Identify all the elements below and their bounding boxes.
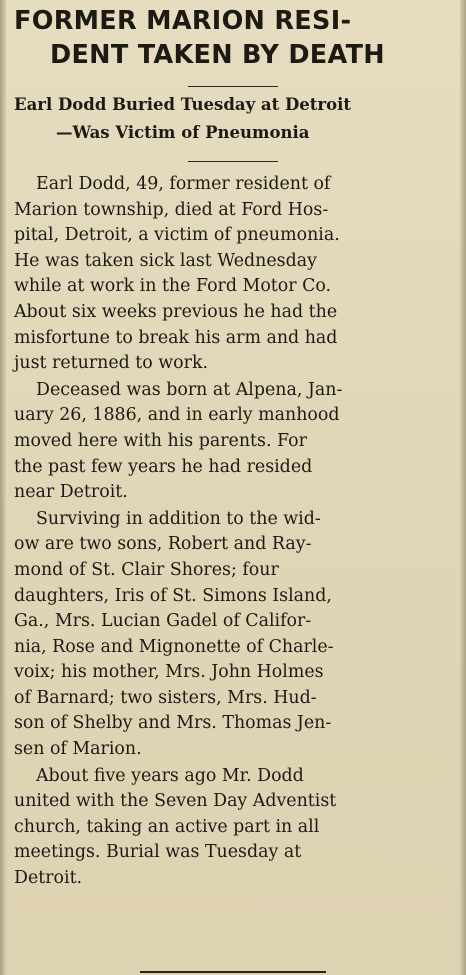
paragraph-line: ow are two sons, Robert and Ray- — [14, 534, 312, 555]
paragraph-line: Deceased was born at Alpena, Jan- — [36, 379, 343, 400]
paragraph-line: just returned to work. — [14, 353, 209, 374]
paragraph-line: misfortune to break his arm and had — [14, 327, 338, 348]
subheadline — [0, 87, 466, 147]
article-body — [0, 162, 466, 892]
paper-edge-right — [460, 0, 466, 975]
article-paragraph — [14, 507, 452, 763]
headline-line-2: DENT TAKEN BY DEATH — [50, 40, 385, 70]
paragraph-line: About five years ago Mr. Dodd — [36, 765, 304, 786]
paragraph-line: pital, Detroit, a victim of pneumonia. — [14, 225, 340, 246]
headline — [0, 0, 466, 72]
paper-edge-left — [0, 0, 6, 975]
divider-rule-bottom — [140, 971, 326, 973]
paragraph-line: daughters, Iris of St. Simons Island, — [14, 585, 332, 606]
article-paragraph — [14, 378, 452, 506]
paragraph-line: of Barnard; two sisters, Mrs. Hud- — [14, 687, 317, 708]
paragraph-line: Earl Dodd, 49, former resident of — [36, 174, 331, 194]
paragraph-line: voix; his mother, Mrs. John Holmes — [14, 662, 324, 683]
paragraph-line: near Detroit. — [14, 482, 128, 503]
article-paragraph — [14, 172, 452, 377]
paragraph-line: sen of Marion. — [14, 739, 142, 760]
paragraph-line: while at work in the Ford Motor Co. — [14, 276, 332, 297]
article-paragraph — [14, 764, 452, 892]
paragraph-line: Ga., Mrs. Lucian Gadel of Califor- — [14, 611, 312, 632]
paragraph-line: son of Shelby and Mrs. Thomas Jen- — [14, 713, 332, 734]
paragraph-line: united with the Seven Day Adventist — [14, 791, 337, 812]
paragraph-line: Marion township, died at Ford Hos- — [14, 199, 329, 220]
paragraph-line: mond of St. Clair Shores; four — [14, 559, 279, 580]
paragraph-line: Surviving in addition to the wid- — [36, 508, 321, 529]
paragraph-line: About six weeks previous he had the — [14, 301, 338, 322]
paragraph-line: moved here with his parents. For — [14, 430, 307, 451]
paragraph-line: church, taking an active part in all — [14, 816, 320, 837]
paragraph-line: uary 26, 1886, and in early manhood — [14, 405, 340, 426]
paragraph-line: the past few years he had resided — [14, 456, 313, 477]
subheadline-line-1: Earl Dodd Buried Tuesday at Detroit — [14, 95, 351, 114]
paragraph-line: He was taken sick last Wednesday — [14, 250, 317, 271]
paragraph-line: nia, Rose and Mignonette of Charle- — [14, 636, 334, 657]
subheadline-line-2: —Was Victim of Pneumonia — [56, 123, 310, 142]
headline-line-1: FORMER MARION RESI- — [14, 6, 352, 36]
paragraph-line: Detroit. — [14, 868, 83, 889]
paragraph-line: meetings. Burial was Tuesday at — [14, 842, 302, 863]
